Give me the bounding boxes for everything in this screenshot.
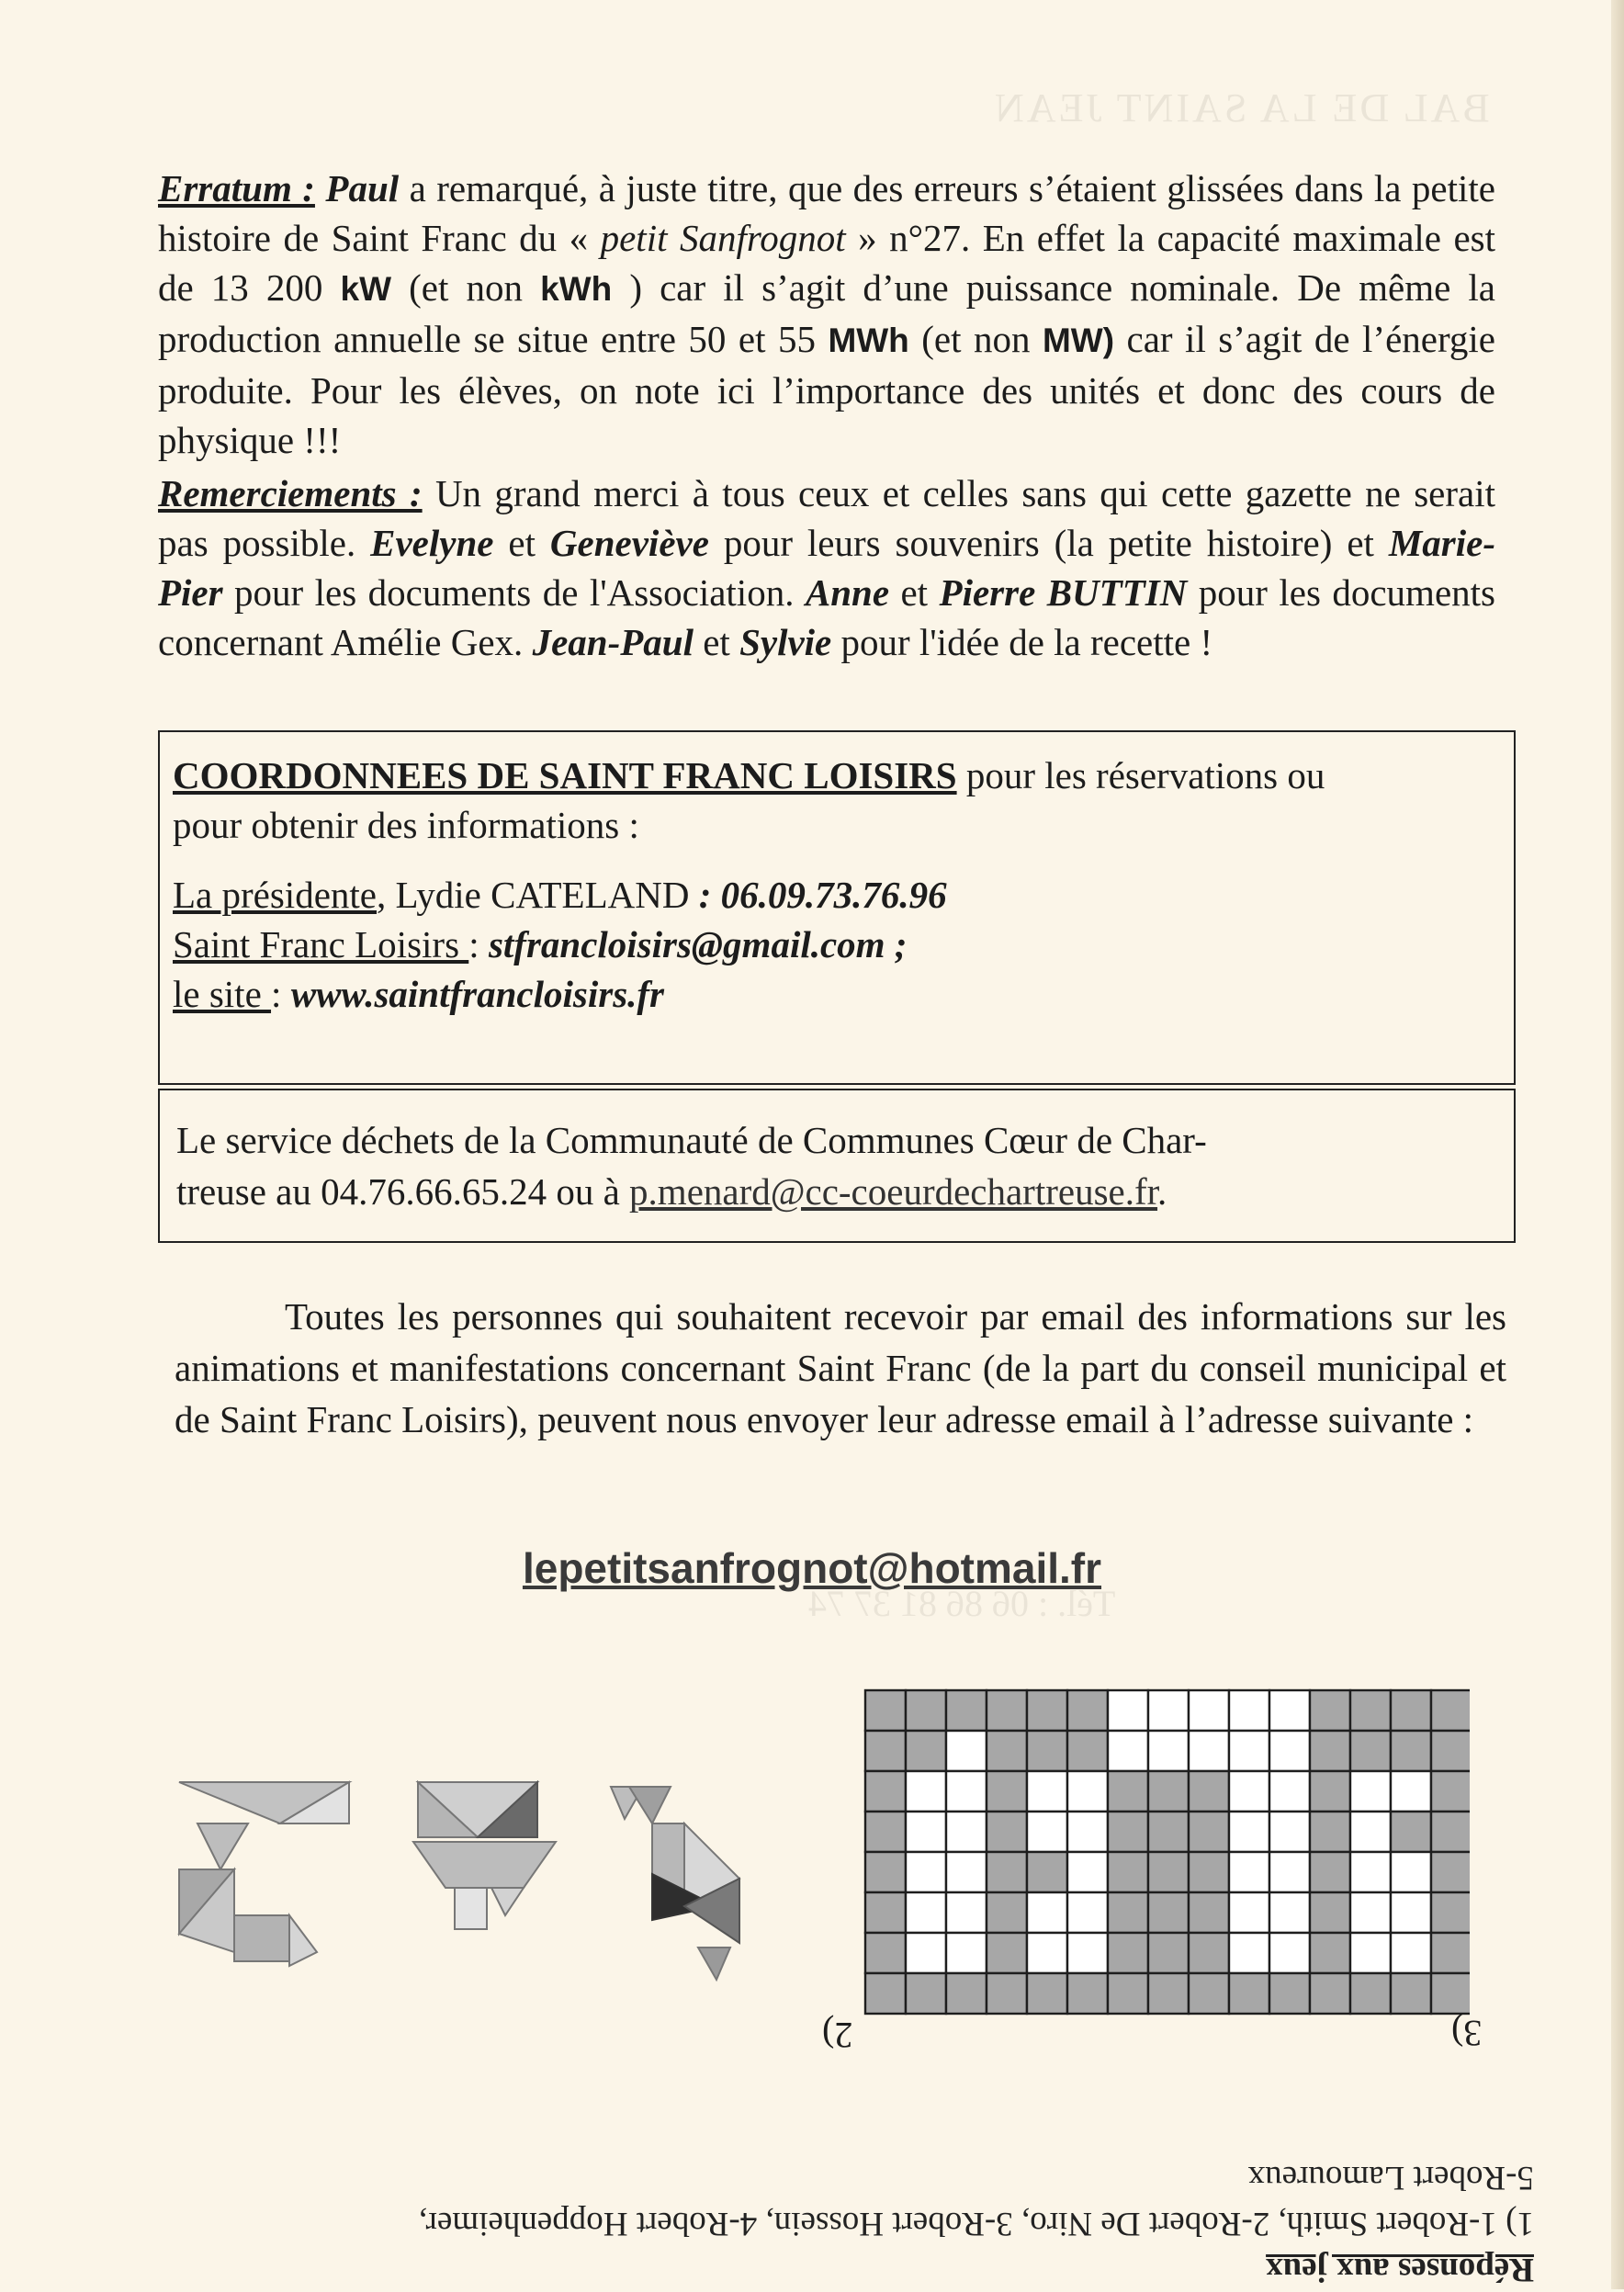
tangram-figure-1 (179, 1782, 349, 1966)
grid-cell-empty (1229, 1892, 1269, 1933)
grid-cell-empty (946, 1812, 987, 1852)
grid-cell-empty (946, 1933, 987, 1973)
bleed-through-header: BAL DE LA SAINT JEAN (992, 85, 1490, 130)
grid-cell-shaded (865, 1771, 906, 1812)
grid-cell-shaded (1431, 1771, 1470, 1812)
grid-cell-shaded (1350, 1731, 1391, 1771)
grid-cell-empty (1108, 1690, 1148, 1731)
grid-cell-shaded (1310, 1973, 1350, 2014)
tangram-figure-3 (611, 1787, 739, 1980)
dechets-text: treuse au 04.76.66.65.24 ou à (176, 1170, 630, 1213)
grid-cell-empty (906, 1892, 946, 1933)
president-phone[interactable]: : 06.09.73.76.96 (698, 874, 947, 916)
grid-cell-shaded (1189, 1973, 1229, 2014)
grid-cell-shaded (1350, 1973, 1391, 2014)
coordonnees-title: COORDONNEES DE SAINT FRANC LOISIRS (173, 754, 957, 796)
grid-puzzle-svg (863, 1688, 1470, 2019)
grid-cell-empty (1067, 1812, 1108, 1852)
grid-cell-shaded (1189, 1933, 1229, 1973)
grid-cell-shaded (987, 1973, 1027, 2014)
grid-cell-empty (1189, 1690, 1229, 1731)
grid-cell-shaded (987, 1892, 1027, 1933)
grid-cell-empty (1229, 1731, 1269, 1771)
coordonnees-box (158, 730, 1516, 1085)
grid-cell-empty (1269, 1771, 1310, 1812)
grid-cell-shaded (1148, 1973, 1189, 2014)
dechets-email-link[interactable]: p.menard@cc-coeurdechartreuse.fr (629, 1170, 1158, 1213)
grid-cell-shaded (1431, 1892, 1470, 1933)
grid-cell-empty (906, 1812, 946, 1852)
grid-cell-shaded (1108, 1812, 1148, 1852)
grid-cell-shaded (906, 1690, 946, 1731)
person-name: Pierre BUTTIN (939, 571, 1188, 614)
remerciements-paragraph (158, 469, 1495, 667)
remerciements-text: et (889, 571, 940, 614)
org-label: Saint Franc Loisirs (173, 923, 469, 965)
grid-cell-empty (906, 1771, 946, 1812)
grid-cell-empty (1148, 1731, 1189, 1771)
erratum-label: Erratum : (158, 167, 315, 209)
grid-cell-shaded (1391, 1812, 1431, 1852)
grid-cell-empty (1350, 1892, 1391, 1933)
person-name: Jean-Paul (532, 621, 694, 663)
grid-cell-empty (1027, 1933, 1067, 1973)
erratum-text: » n°27. En effet la capacité maximale est de 13 200 (158, 217, 1496, 309)
grid-cell-shaded (1067, 1973, 1108, 2014)
grid-cell-shaded (1431, 1852, 1470, 1892)
grid-cell-empty (906, 1933, 946, 1973)
coordonnees-header-line (173, 751, 1501, 800)
grid-cell-empty (1269, 1933, 1310, 1973)
grid-cell-empty (1269, 1690, 1310, 1731)
grid-cell-shaded (1310, 1852, 1350, 1892)
erratum-text: ) car il s’agit d’une puissance nominale. De même la production annuelle se situe entre 50 et 55 (158, 266, 1496, 360)
reponses-line: 5-Robert Lamoureux (1247, 2159, 1534, 2196)
grid-cell-empty (1108, 1731, 1148, 1771)
remerciements-text: et (693, 621, 740, 663)
grid-cell-empty (1229, 1933, 1269, 1973)
site-label: le site (173, 973, 272, 1015)
reponses-line: 1) 1-Robert Smith, 2-Robert De Niro, 3-Robert Hossein, 4-Robert Hoppenheimer, (418, 2205, 1534, 2242)
grid-cell-empty (906, 1852, 946, 1892)
grid-cell-empty (946, 1771, 987, 1812)
answer-2-label: 2) (822, 2015, 853, 2056)
grid-cell-empty (1350, 1852, 1391, 1892)
person-name: Geneviève (549, 522, 709, 564)
grid-cell-shaded (1067, 1731, 1108, 1771)
site-link[interactable]: www.saintfrancloisirs.fr (290, 973, 665, 1015)
grid-cell-shaded (1108, 1771, 1148, 1812)
tangram-figure-2 (413, 1782, 556, 1929)
dechets-text: . (1157, 1170, 1167, 1213)
grid-cell-empty (1027, 1771, 1067, 1812)
person-name: Sylvie (739, 621, 832, 663)
grid-cell-shaded (865, 1933, 906, 1973)
grid-cell-empty (1229, 1812, 1269, 1852)
grid-cell-shaded (987, 1771, 1027, 1812)
newsletter-paragraph: Toutes les personnes qui souhaitent recevoir par email des informations sur les animations et manifestations concernant Saint Franc (de la part du conseil municipal et de Saint Franc Loisirs), peuvent nous envoyer leur adresse email à l’adresse suivante : (175, 1295, 1506, 1440)
grid-cell-empty (1350, 1933, 1391, 1973)
grid-cell-empty (1067, 1771, 1108, 1812)
remerciements-text: et (493, 522, 550, 564)
erratum-text: car il s’agit de l’énergie produite. Pour les élèves, on note ici l’importance des unités et donc des cours de physique !!! (158, 318, 1495, 461)
grid-cell-empty (1391, 1892, 1431, 1933)
grid-cell-shaded (1391, 1690, 1431, 1731)
gazette-name: petit Sanfrognot (600, 217, 846, 259)
grid-cell-shaded (1067, 1690, 1108, 1731)
grid-cell-shaded (1310, 1690, 1350, 1731)
grid-cell-shaded (1310, 1933, 1350, 1973)
grid-cell-shaded (1108, 1892, 1148, 1933)
grid-cell-shaded (906, 1973, 946, 2014)
grid-cell-empty (946, 1731, 987, 1771)
president-label: La présidente (173, 874, 377, 916)
grid-cell-empty (1189, 1731, 1229, 1771)
grid-cell-shaded (987, 1731, 1027, 1771)
grid-cell-empty (946, 1892, 987, 1933)
person-name: Evelyne (370, 522, 494, 564)
grid-cell-empty (1350, 1812, 1391, 1852)
grid-puzzle (863, 1688, 1470, 2024)
grid-cell-empty (1067, 1852, 1108, 1892)
grid-cell-shaded (1431, 1690, 1470, 1731)
grid-cell-shaded (1310, 1771, 1350, 1812)
grid-cell-shaded (1027, 1731, 1067, 1771)
grid-cell-shaded (865, 1731, 906, 1771)
grid-cell-empty (1269, 1852, 1310, 1892)
remerciements-text: pour leurs souvenirs (la petite histoire) et (708, 522, 1389, 564)
grid-cell-shaded (1027, 1690, 1067, 1731)
grid-cell-empty (1269, 1812, 1310, 1852)
dechets-line: Le service déchets de la Communauté de Communes Cœur de Char- (176, 1119, 1207, 1161)
grid-cell-shaded (1148, 1812, 1189, 1852)
grid-cell-empty (1391, 1852, 1431, 1892)
grid-cell-empty (1148, 1690, 1189, 1731)
dechets-box (158, 1089, 1516, 1243)
grid-cell-empty (1229, 1852, 1269, 1892)
org-email-line (173, 920, 1501, 969)
grid-cell-shaded (865, 1973, 906, 2014)
grid-cell-shaded (987, 1933, 1027, 1973)
president-name: , Lydie CATELAND (376, 874, 699, 916)
grid-cell-empty (1229, 1771, 1269, 1812)
tangram-solutions (170, 1768, 831, 2007)
grid-cell-shaded (1189, 1852, 1229, 1892)
grid-cell-shaded (1431, 1973, 1470, 2014)
grid-cell-shaded (987, 1812, 1027, 1852)
grid-cell-empty (1027, 1812, 1067, 1852)
grid-cell-shaded (1189, 1812, 1229, 1852)
unit-mwh: MWh (828, 322, 909, 359)
site-line (173, 969, 1501, 1019)
grid-cell-shaded (1431, 1933, 1470, 1973)
grid-cell-shaded (1148, 1933, 1189, 1973)
separator: : (271, 973, 291, 1015)
unit-mw: MW) (1042, 322, 1115, 359)
answer-3-label: 3) (1451, 2013, 1483, 2054)
coordonnees-intro: pour obtenir des informations : (173, 804, 639, 846)
grid-cell-shaded (1189, 1892, 1229, 1933)
remerciements-label: Remerciements : (158, 472, 423, 514)
grid-cell-empty (1350, 1771, 1391, 1812)
grid-cell-shaded (1431, 1731, 1470, 1771)
dechets-line (176, 1166, 1501, 1217)
grid-cell-empty (1391, 1771, 1431, 1812)
person-name: Anne (805, 571, 890, 614)
grid-cell-shaded (1350, 1690, 1391, 1731)
grid-cell-empty (1229, 1690, 1269, 1731)
remerciements-text: Un grand merci à tous ceux et celles sans qui cette gazette ne serait pas possible. (158, 472, 1495, 564)
grid-cell-shaded (946, 1690, 987, 1731)
reponses-aux-jeux (156, 2072, 1534, 2292)
erratum-text: a remarqué, à juste titre, que des erreurs s’étaient glissées dans la petite histoire de Saint Franc du « (158, 167, 1496, 259)
grid-cell-shaded (946, 1973, 987, 2014)
grid-cell-empty (1391, 1933, 1431, 1973)
newsletter-email-link[interactable]: lepetitsanfrognot@hotmail.fr (522, 1544, 1102, 1592)
grid-cell-shaded (865, 1892, 906, 1933)
grid-cell-shaded (1027, 1973, 1067, 2014)
grid-cell-shaded (1189, 1771, 1229, 1812)
grid-cell-shaded (865, 1852, 906, 1892)
unit-kwh: kWh (540, 270, 613, 308)
org-email-link[interactable]: stfrancloisirs@gmail.com ; (488, 923, 908, 965)
grid-cell-shaded (1108, 1852, 1148, 1892)
grid-cell-shaded (1027, 1852, 1067, 1892)
grid-cell-empty (1269, 1892, 1310, 1933)
grid-cell-shaded (1310, 1731, 1350, 1771)
grid-cell-empty (1067, 1892, 1108, 1933)
grid-cell-shaded (865, 1812, 906, 1852)
president-line (173, 870, 1501, 920)
grid-cell-shaded (1310, 1812, 1350, 1852)
grid-cell-shaded (1310, 1892, 1350, 1933)
separator: : (468, 923, 489, 965)
grid-cell-shaded (1148, 1852, 1189, 1892)
page-edge (1611, 0, 1624, 2289)
grid-cell-shaded (1431, 1812, 1470, 1852)
unit-kw: kW (340, 270, 392, 308)
grid-cell-shaded (1229, 1973, 1269, 2014)
grid-cell-shaded (906, 1731, 946, 1771)
grid-cell-shaded (1108, 1933, 1148, 1973)
remerciements-text: pour les documents de l'Association. (222, 571, 806, 614)
bleed-through-phone: Tél. : 06 86 81 37 74 (808, 1583, 1116, 1624)
coordonnees-intro: pour les réservations ou (956, 754, 1325, 796)
grid-cell-shaded (1391, 1973, 1431, 2014)
grid-cell-empty (946, 1852, 987, 1892)
grid-cell-empty (1067, 1933, 1108, 1973)
erratum-name: Paul (325, 167, 400, 209)
grid-cell-shaded (1391, 1731, 1431, 1771)
reponses-title: Réponses aux jeux (1266, 2251, 1534, 2288)
grid-cell-shaded (1148, 1771, 1189, 1812)
erratum-text: (et non (391, 266, 541, 309)
remerciements-text: pour l'idée de la recette ! (831, 621, 1213, 663)
grid-cell-shaded (1108, 1973, 1148, 2014)
grid-cell-shaded (987, 1690, 1027, 1731)
grid-cell-shaded (1269, 1973, 1310, 2014)
remerciements-text: pour les documents concernant Amélie Gex. (158, 571, 1495, 663)
erratum-text: (et non (908, 318, 1043, 360)
grid-cell-empty (1027, 1892, 1067, 1933)
grid-cell-shaded (865, 1690, 906, 1731)
grid-cell-shaded (987, 1852, 1027, 1892)
grid-cell-shaded (1148, 1892, 1189, 1933)
person-name: Marie-Pier (158, 522, 1495, 614)
erratum-paragraph (158, 164, 1495, 465)
grid-cell-empty (1269, 1731, 1310, 1771)
